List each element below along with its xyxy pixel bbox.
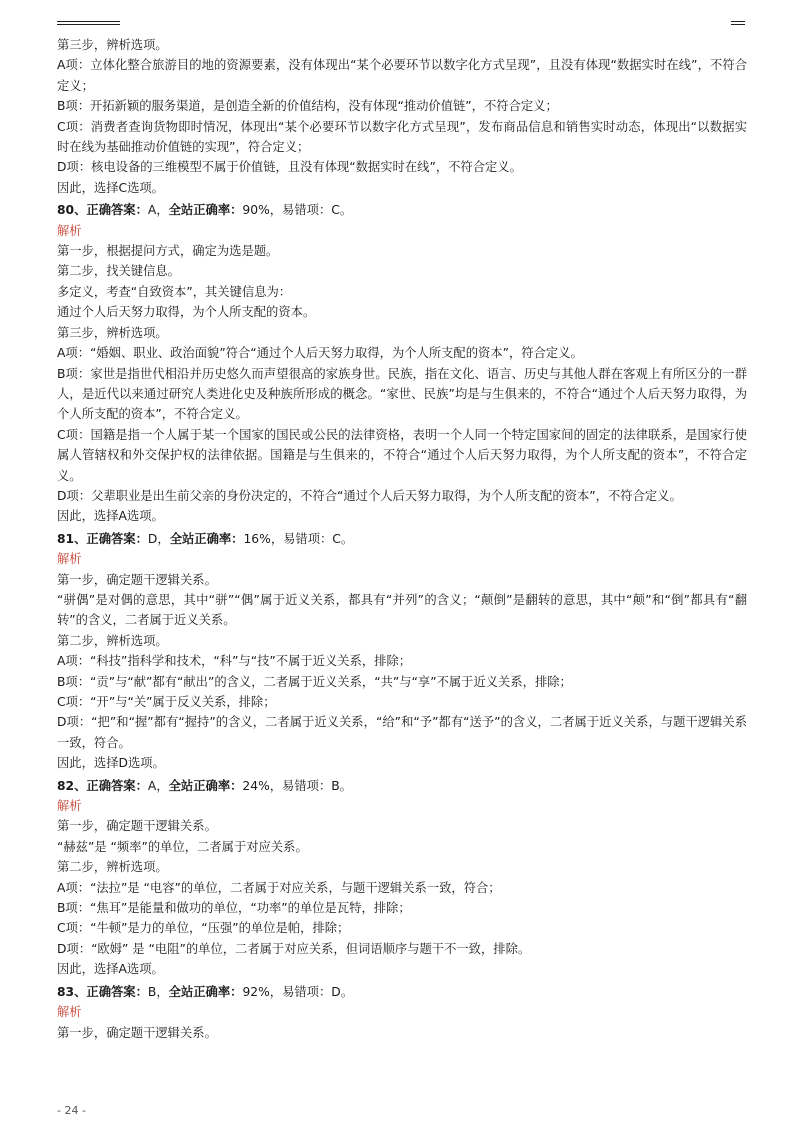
answer-header: 83、正确答案：B，全站正确率：92%，易错项：D。 [57, 984, 354, 999]
text-line: 第一步，确定题干逻辑关系。 [57, 1025, 217, 1040]
analysis-label: 解析 [57, 1005, 82, 1020]
answer-header: 80、正确答案：A，全站正确率：90%，易错项：C。 [57, 203, 353, 218]
text-line: C项：“开”与“关”属于反义关系，排除； [57, 695, 276, 709]
text-line: 第一步，确定题干逻辑关系。 [57, 572, 217, 587]
analysis-label: 解析 [57, 799, 82, 814]
page-number: - 24 - [57, 1104, 86, 1117]
header-rule-right [731, 21, 745, 27]
document-body [57, 35, 747, 1043]
text-line: 多定义，考查“自致资本”，其关键信息为： [57, 284, 292, 299]
text-line: B项：“焦耳”是能量和做功的单位，“功率”的单位是瓦特，排除； [57, 901, 411, 916]
text-line: D项：核电设备的三维模型不属于价值链，且没有体现“数据实时在线”，不符合定义。 [57, 160, 522, 175]
text-line: 因此，选择D选项。 [57, 756, 165, 771]
text-line: D项：“把”和“握”都有“握持”的含义，二者属于近义关系，“给”和“予”都有“送予”的含义，二者属于近义关系，与题干逻辑关系一致，符合。 [57, 715, 747, 750]
text-line: B项：家世是指世代相沿并历史悠久而声望很高的家族身世。民族，指在文化、语言、历史与其他人群在客观上有所区分的一群人，是近代以来通过研究人类进化史及种族所形成的概念。“家世、民族”均是与生俱来的，不符合“通过个人后天努力取得，为个人所支配的资本”，不符合定义。 [57, 366, 747, 422]
text-line: C项：国籍是指一个人属于某一个国家的国民或公民的法律资格，表明一个人同一个特定国家间的固定的法律联系，是国家行使属人管辖权和外交保护权的法律依据。国籍是与生俱来的，不符合“通过个人后天努力取得，为个人所支配的资本”，不符合定义。 [57, 427, 747, 483]
text-line: 第一步，根据提问方式，确定为选是题。 [57, 244, 279, 259]
text-line: A项：“法拉”是 “电容”的单位，二者属于对应关系，与题干逻辑关系一致，符合； [57, 880, 501, 895]
text-line: 通过个人后天努力取得，为个人所支配的资本。 [57, 305, 316, 320]
text-line: B项：开拓新颖的服务渠道，是创造全新的价值结构，没有体现“推动价值链”，不符合定义； [57, 99, 558, 114]
text-line: B项：“贡”与“献”都有“献出”的含义，二者属于近义关系，“共”与“享”不属于近义关系，排除； [57, 674, 572, 689]
question-80 [57, 200, 747, 527]
question-81 [57, 529, 747, 774]
text-line: 因此，选择A选项。 [57, 962, 164, 977]
text-line: C项：消费者查询货物即时情况，体现出“某个必要环节以数字化方式呈现”，发布商品信息和销售实时动态，体现出“以数据实时在线为基础推动价值链的实现”，符合定义； [57, 119, 747, 155]
text-line: “赫兹”是 “频率”的单位，二者属于对应关系。 [57, 839, 308, 854]
text-line: 第二步，辨析选项。 [57, 860, 168, 875]
text-line: 因此，选择A选项。 [57, 509, 164, 524]
header-rule-left [57, 21, 120, 27]
text-line: 第二步，找关键信息。 [57, 264, 180, 279]
prev-question-tail [57, 35, 747, 198]
text-line: 因此，选择C选项。 [57, 180, 164, 195]
text-line: 第三步，辨析选项。 [57, 38, 168, 52]
text-line: A项：“婚姻、职业、政治面貌”符合“通过个人后天努力取得，为个人所支配的资本”，符合定义。 [57, 346, 583, 361]
answer-header: 82、正确答案：A，全站正确率：24%，易错项：B。 [57, 778, 352, 793]
text-line: 第三步，辨析选项。 [57, 325, 168, 340]
text-line: 第一步，确定题干逻辑关系。 [57, 819, 217, 834]
answer-header: 81、正确答案：D，全站正确率：16%，易错项：C。 [57, 531, 354, 546]
text-line: A项：“科技”指科学和技术，“科”与“技”不属于近义关系，排除； [57, 654, 412, 669]
text-line: C项：“牛顿”是力的单位，“压强”的单位是帕，排除； [57, 921, 350, 936]
text-line: D项：父辈职业是出生前父亲的身份决定的，不符合“通过个人后天努力取得，为个人所支配的资本”，不符合定义。 [57, 488, 682, 503]
text-line: A项：立体化整合旅游目的地的资源要素，没有体现出“某个必要环节以数字化方式呈现”，且没有体现“数据实时在线”，不符合定义； [57, 58, 747, 93]
analysis-label: 解析 [57, 223, 82, 238]
question-82 [57, 776, 747, 980]
text-line: “骈偶”是对偶的意思，其中“骈”“偶”属于近义关系，都具有“并列”的含义；“颠倒”是翻转的意思，其中“颠”和“倒”都具有“翻转”的含义，二者属于近义关系。 [57, 592, 747, 628]
analysis-label: 解析 [57, 552, 82, 567]
question-83 [57, 982, 747, 1043]
text-line: 第二步，辨析选项。 [57, 633, 168, 648]
text-line: D项：“欧姆” 是 “电阻”的单位，二者属于对应关系，但词语顺序与题干不一致，排除。 [57, 941, 531, 956]
